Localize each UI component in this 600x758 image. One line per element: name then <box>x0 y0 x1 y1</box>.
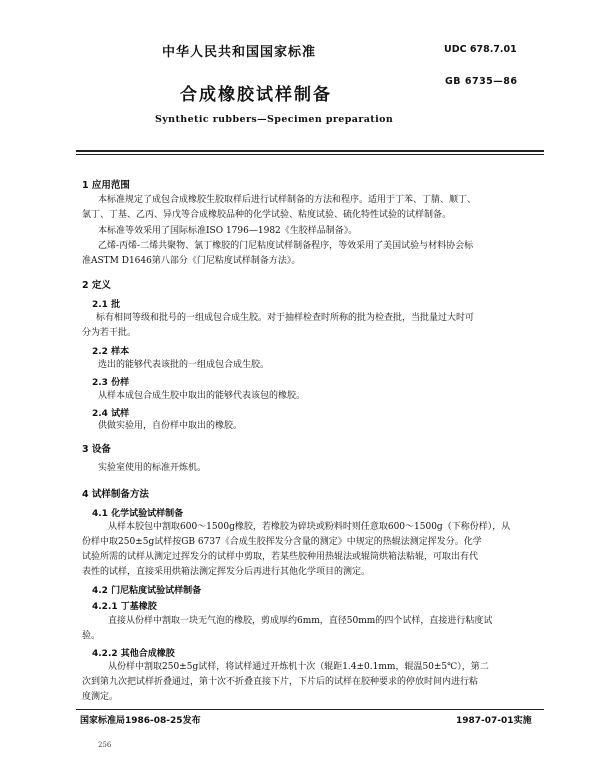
udc-code: UDC 678.7.01 <box>444 44 517 55</box>
section-1-heading: 1 应用范围 <box>82 180 130 191</box>
document-title-en: Synthetic rubbers—Specimen preparation <box>155 114 394 125</box>
s41-line-1: 从样本胶包中割取600～1500g橡胶，若橡胶为碎块或粉料时则任意取600～1500g（下称份样），从 <box>108 522 511 532</box>
issue-date: 国家标准局1986-08-25发布 <box>80 716 201 726</box>
subsection-4-2-1-title: 4.2.1 丁基橡胶 <box>92 602 157 612</box>
definition-2-2-text: 选出的能够代表该批的一组成包合成生胶。 <box>98 360 270 370</box>
section-3-heading: 3 设备 <box>82 444 111 455</box>
page-number: 256 <box>98 741 112 749</box>
header-rule-thin <box>76 154 544 155</box>
subsection-4-1-title: 4.1 化学试验试样制备 <box>92 509 184 519</box>
s1-paragraph-2: 本标准等效采用了国际标准ISO 1796—1982《生胶样品制备》。 <box>98 226 358 236</box>
section-4-heading: 4 试样制备方法 <box>82 489 149 500</box>
s41-line-3: 试验所需的试样从测定过挥发分的试样中剪取，若某些胶种用热辊法或辊筒烘箱法粘辊，可取出有代 <box>82 552 479 562</box>
definition-2-3-title: 2.3 份样 <box>92 378 130 388</box>
s422-line-1: 从份样中割取250±5g试样，将试样通过开炼机十次（辊距1.4±0.1mm，辊温50±5℃），第二 <box>108 662 489 672</box>
definition-2-4-text: 供做实验用，自份样中取出的橡胶。 <box>98 421 243 431</box>
s422-line-2: 次到第九次把试样折叠通过，第十次不折叠直接下片，下片后的试样在胶种要求的停放时间内进行粘 <box>82 677 479 687</box>
effective-date: 1987-07-01实施 <box>456 716 532 726</box>
s1-paragraph-3-line-1: 乙烯-丙烯-二烯共聚物、氯丁橡胶的门尼粘度试样制备程序，等效采用了美国试验与材料协会标 <box>98 241 474 251</box>
subsection-4-2-2-title: 4.2.2 其他合成橡胶 <box>92 649 175 659</box>
s421-line-1: 直接从份样中割取一块无气泡的橡胶，剪成厚约6mm，直径50mm的四个试样，直接进行粘度试 <box>108 616 493 626</box>
s421-line-2: 验。 <box>82 631 101 641</box>
definition-2-4-title: 2.4 试样 <box>92 409 130 419</box>
s1-paragraph-3-line-2: 准ASTM D1646第八部分《门尼粘度试样制备方法》。 <box>82 256 301 266</box>
s41-line-2: 份样中取250±5g试样按GB 6737《合成生胶挥发分含量的测定》中规定的热辊法测定挥发分。化学 <box>82 537 482 547</box>
s3-text: 实验室使用的标准开炼机。 <box>98 463 207 473</box>
footer-rule <box>76 709 544 710</box>
section-2-heading: 2 定义 <box>82 280 111 291</box>
document-title-cn: 合成橡胶试样制备 <box>180 85 332 105</box>
definition-2-3-text: 从样本成包合成生胶中取出的能够代表该包的橡胶。 <box>98 391 306 401</box>
gb-number: GB 6735—86 <box>445 76 518 87</box>
s422-line-3: 度测定。 <box>82 692 119 702</box>
s1-paragraph-1-line-2: 氯丁、丁基、乙丙、异戊等合成橡胶品种的化学试验、粘度试验、硫化特性试验的试样制备。 <box>82 210 452 220</box>
header-rule <box>76 150 544 152</box>
definition-2-1-line-1: 标有相同等级和批号的一组成包合成生胶。对于抽样检查时所称的批为检查批，当批量过大时可 <box>96 313 475 323</box>
national-standard-title: 中华人民共和国国家标准 <box>162 45 317 60</box>
definition-2-1-line-2: 分为若干批。 <box>82 328 137 338</box>
definition-2-1-title: 2.1 批 <box>92 300 121 310</box>
definition-2-2-title: 2.2 样本 <box>92 347 130 357</box>
subsection-4-2-title: 4.2 门尼粘度试验试样制备 <box>92 586 202 596</box>
s1-paragraph-1-line-1: 本标准规定了成包合成橡胶生胶取样后进行试样制备的方法和程序。适用于丁苯、丁腈、顺丁、 <box>98 195 477 205</box>
s41-line-4: 表性的试样，直接采用烘箱法测定挥发分后再进行其他化学项目的测定。 <box>82 567 371 577</box>
